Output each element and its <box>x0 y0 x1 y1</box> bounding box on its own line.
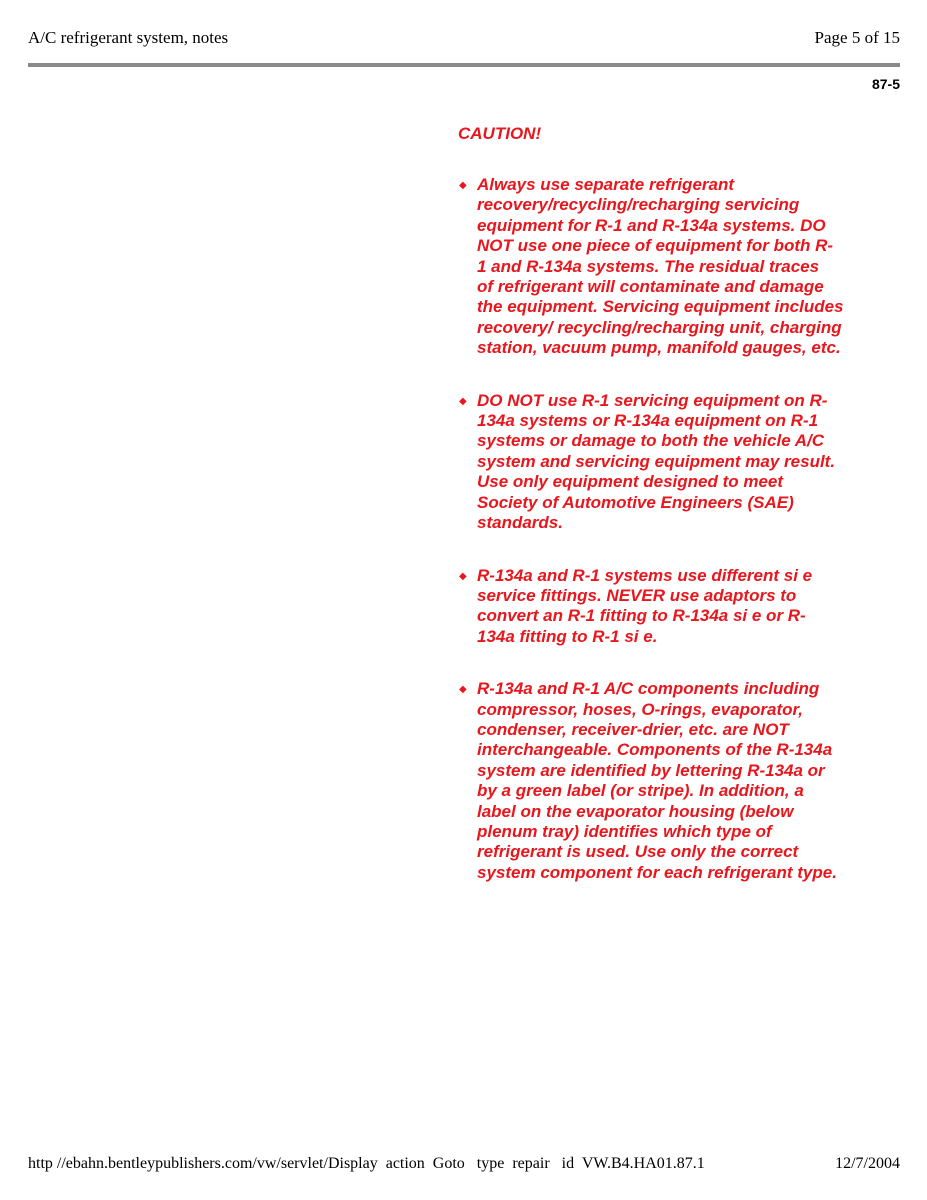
header-divider <box>28 63 900 67</box>
caution-item-text: R-134a and R-1 A/C components including compressor, hoses, O-rings, evaporator, condenser, receiver-drier, etc. are NOT interchangeable. Components of the R-134a system are identified by lettering R-134a or by a green label (or stripe). In addition, a label on the evaporator housing (below plenum tray) identifies which type of refrigerant is used. Use only the correct system component for each refrigerant type. <box>477 679 837 882</box>
section-page-code: 87-5 <box>871 76 900 92</box>
document-title: A/C refrigerant system, notes <box>28 28 229 47</box>
diamond-bullet-icon: ◆ <box>459 180 467 191</box>
diamond-bullet-icon: ◆ <box>459 570 467 582</box>
page-indicator: Page 5 of 15 <box>814 28 900 47</box>
caution-heading: CAUTION! <box>458 124 542 143</box>
caution-item <box>458 679 878 883</box>
diamond-bullet-icon: ◆ <box>459 395 467 407</box>
diamond-bullet-icon: ◆ <box>459 684 467 696</box>
caution-item-text: Always use separate refrigerant recovery/recycling/recharging servicing equipment for R-1 and R-134a systems. DO NOT use one piece of equipment for both R- 1 and R-134a systems. The residual traces of refrigerant will contaminate and damage the equipment. Servicing equipment includes recovery/ recycling/recharging unit, charging station, vacuum pump, manifold gauges, etc. <box>477 175 844 358</box>
footer-date: 12/7/2004 <box>835 1155 900 1172</box>
caution-item <box>458 391 878 534</box>
caution-item-text: R-134a and R-1 systems use different si e service fittings. NEVER use adaptors to convert an R-1 fitting to R-134a si e or R- 134a fitting to R-1 si e. <box>477 565 813 646</box>
footer-url: http //ebahn.bentleypublishers.com/vw/servlet/Display action Goto type repair id VW.B4.HA01.87.1 <box>28 1155 705 1172</box>
caution-item <box>458 175 878 359</box>
caution-list <box>458 175 878 915</box>
caution-item-text: DO NOT use R-1 servicing equipment on R- 134a systems or R-134a equipment on R-1 systems or damage to both the vehicle A/C system and servicing equipment may result. Use only equipment designed to meet Society of Automotive Engineers (SAE) standards. <box>477 390 836 533</box>
caution-item <box>458 566 878 648</box>
